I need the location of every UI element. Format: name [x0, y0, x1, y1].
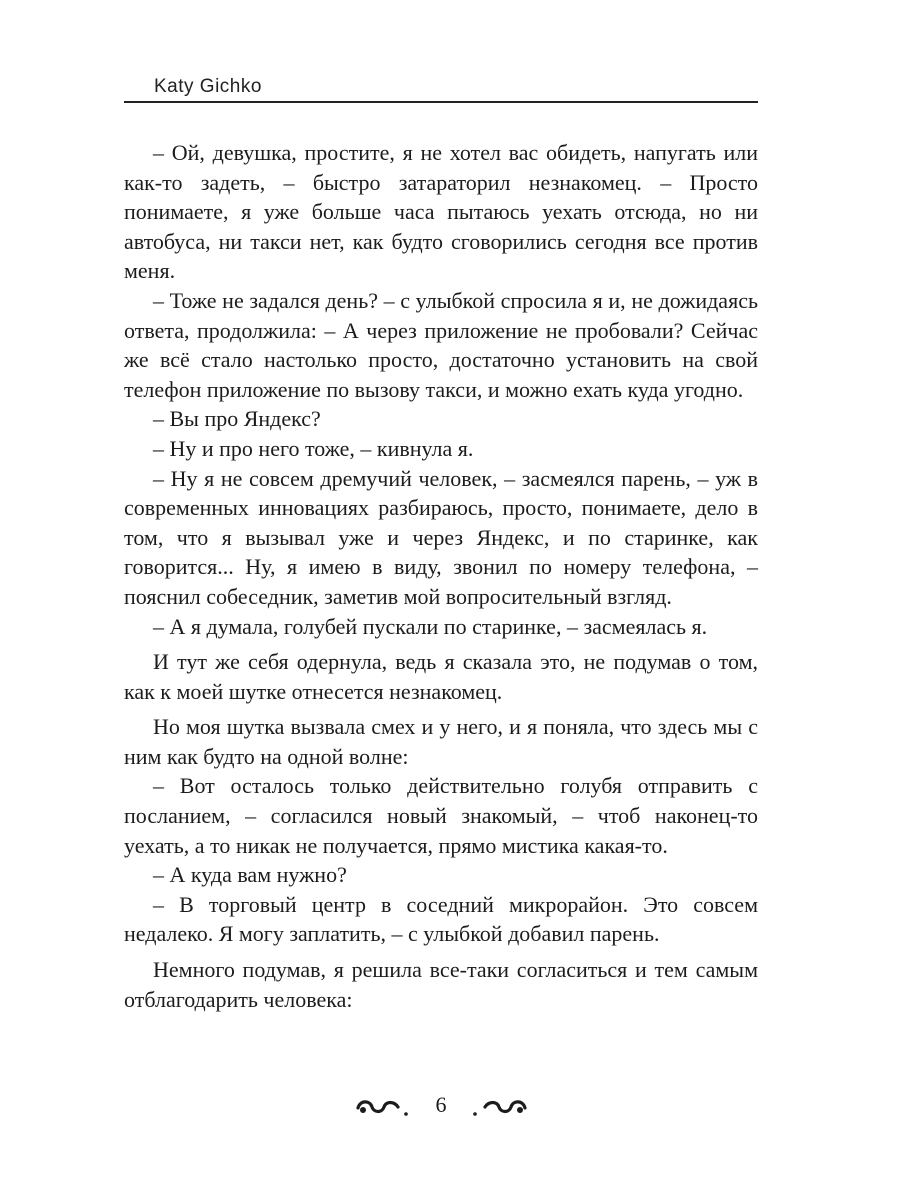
running-header: [124, 76, 758, 104]
flourish-left-icon: [354, 1094, 414, 1120]
paragraph: – А куда вам нужно?: [153, 862, 347, 888]
paragraph: – В торговый центр в соседний микрорайон. Это совсем недалеко. Я могу заплатить, – с улыбкой добавил парень.: [124, 891, 758, 947]
header-divider: [124, 101, 758, 103]
flourish-right-icon: [469, 1094, 529, 1120]
paragraph: Но моя шутка вызвала смех и у него, и я поняла, что здесь мы с ним как будто на одной волне:: [124, 714, 758, 769]
paragraph: И тут же себя одернула, ведь я сказала это, не подумав о том, как к моей шутке отнесется незнакомец.: [124, 649, 758, 704]
paragraph: – Вы про Яндекс?: [153, 406, 321, 432]
paragraph: – Ну я не совсем дремучий человек, – засмеялся парень, – уж в современных инновациях разбираюсь, просто, понимаете, дело в том, что я вызывал уже и через Яндекс, и по старинке, как говорится... Ну, я имею в виду, звонил по номеру телефона, – пояснил собеседник, заметив мой вопросительный взгляд.: [124, 465, 758, 609]
paragraph: – А я думала, голубей пускали по старинке, – засмеялась я.: [153, 613, 708, 639]
author-name: Katy Gichko: [154, 76, 262, 97]
body-text: [124, 138, 758, 1014]
paragraph: – Ой, девушка, простите, я не хотел вас обидеть, напугать или как-то задеть, – быстро затараторил незнакомец. – Просто понимаете, я уже больше часа пытаюсь уехать отсюда, но ни автобуса, ни такси нет, как будто сговорились сегодня все против меня.: [124, 140, 758, 284]
paragraph: – Вот осталось только действительно голубя отправить с посланием, – согласился новый знакомый, – чтоб наконец-то уехать, а то никак не получается, прямо мистика какая-то.: [124, 773, 758, 858]
paragraph: Немного подумав, я решила все-таки согласиться и тем самым отблагодарить человека:: [124, 957, 758, 1012]
page-number: 6: [435, 1092, 447, 1117]
paragraph: – Тоже не задался день? – с улыбкой спросила я и, не дожидаясь ответа, продолжила: – А через приложение не пробовали? Сейчас же всё стало настолько просто, достаточно установить на свой телефон приложение по вызову такси, и можно ехать куда угодно.: [124, 287, 758, 402]
page-footer: [0, 1088, 900, 1128]
paragraph: – Ну и про него тоже, – кивнула я.: [153, 435, 474, 461]
